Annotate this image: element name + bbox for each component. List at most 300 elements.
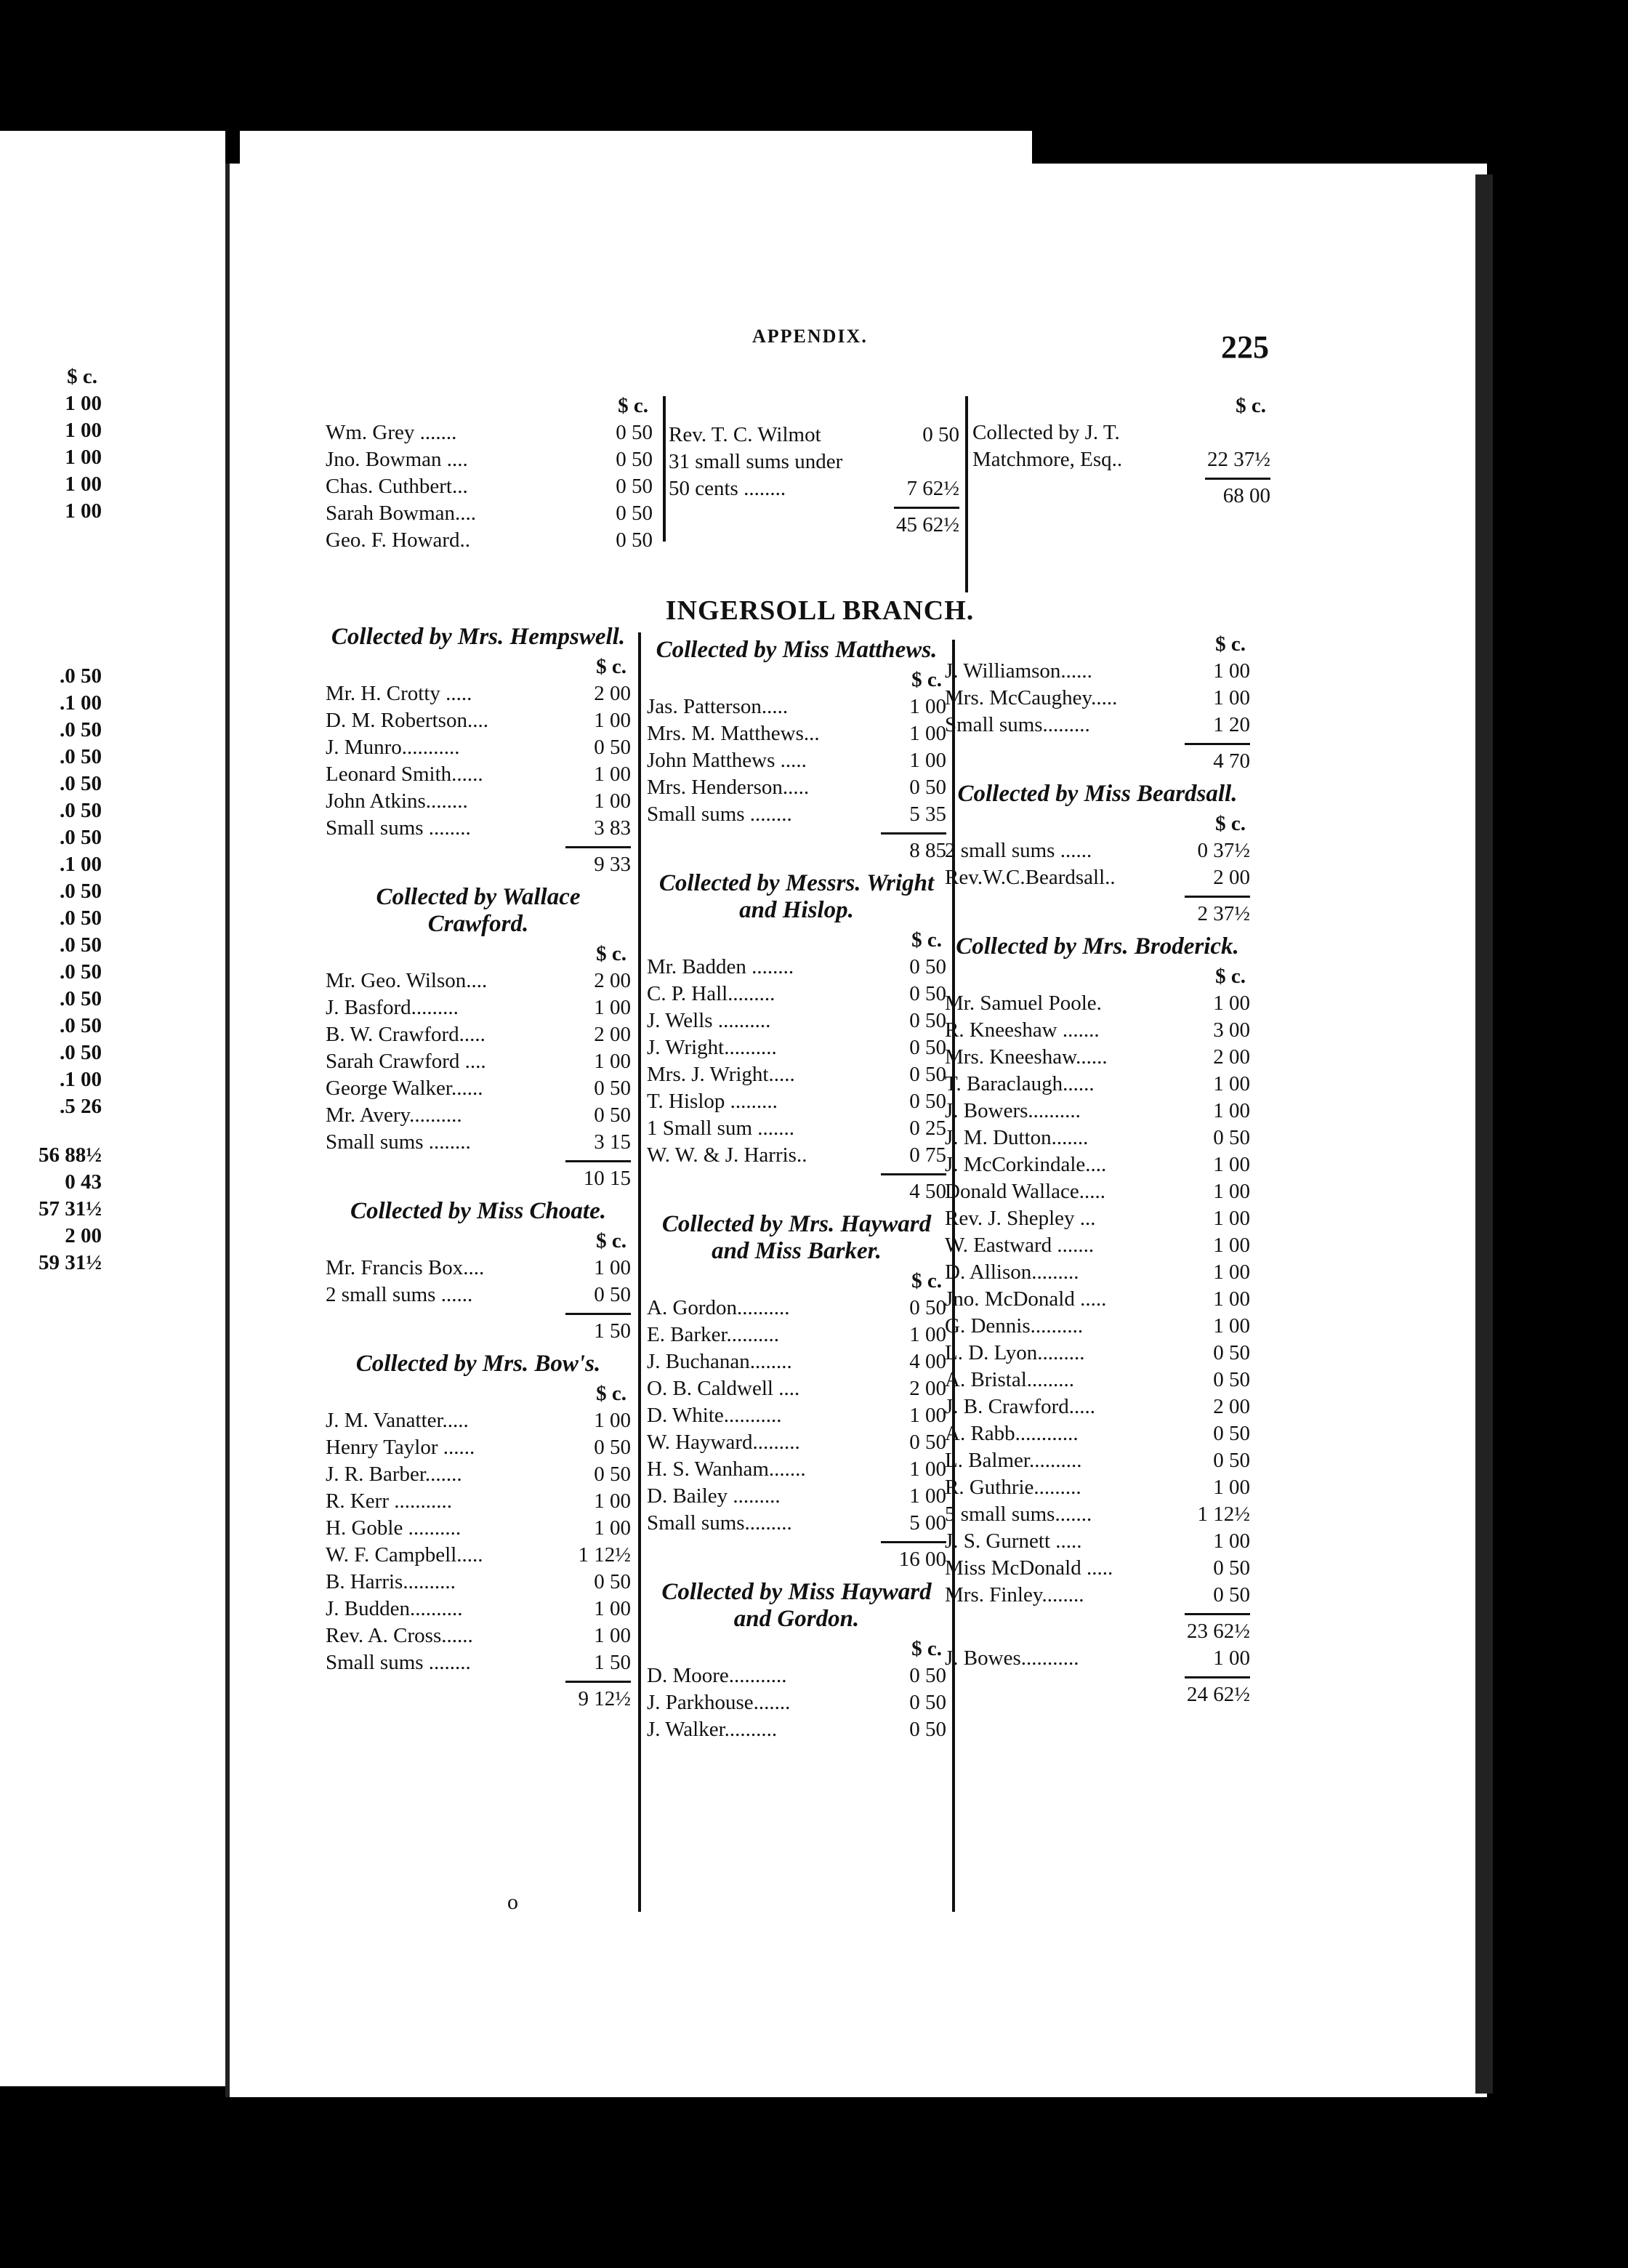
donor-name: A. Bristal......... [945, 1368, 1075, 1391]
fragment-gap [0, 1120, 102, 1142]
top-left-list [326, 393, 653, 554]
entry-row [945, 1501, 1250, 1528]
donation-amount: 1 00 [594, 709, 631, 732]
donor-name: Mr. H. Crotty ..... [326, 682, 472, 705]
donation-amount: 1 00 [1213, 1207, 1250, 1230]
donation-amount: 2 00 [594, 1023, 631, 1046]
donation-amount: 1 00 [1213, 1180, 1250, 1203]
section-total: 1 50 [594, 1319, 631, 1343]
donation-amount: 0 50 [909, 1063, 946, 1086]
donation-amount: 3 00 [1213, 1018, 1250, 1042]
donor-name: Small sums ........ [326, 816, 471, 840]
entry-row [945, 1286, 1250, 1313]
entry-row [326, 761, 631, 788]
donation-amount: 1 00 [1213, 1314, 1250, 1338]
donor-name: Mr. Badden ........ [647, 955, 794, 978]
entry-row [326, 419, 653, 446]
fragment-gap [0, 525, 102, 663]
currency-header: $ c. [1215, 812, 1246, 835]
donation-amount: 0 50 [1213, 1583, 1250, 1606]
currency-header: $ c. [911, 1269, 942, 1292]
entry-row [326, 473, 653, 500]
amount: 1 00 [65, 499, 102, 523]
entry-row [647, 801, 946, 828]
entry-row [326, 1129, 631, 1156]
donation-amount: 22 37½ [1207, 448, 1270, 471]
total-rule [1205, 478, 1270, 480]
currency-header: $ c. [596, 942, 626, 965]
collector-heading: Collected by Mrs. Bow's. [355, 1351, 601, 1377]
entry-row [326, 446, 653, 473]
fragment-amount [0, 932, 102, 959]
entry-row [945, 1367, 1250, 1394]
entry-row [647, 720, 946, 747]
donor-name: J. Williamson...... [945, 659, 1092, 683]
section-total: 24 62½ [1187, 1683, 1250, 1706]
amount: .0 50 [60, 799, 102, 822]
donation-amount: 0 50 [1213, 1341, 1250, 1364]
entry-row [945, 1420, 1250, 1447]
entry-row [945, 1528, 1250, 1555]
donor-name: John Atkins........ [326, 789, 468, 813]
entry-row [326, 1282, 631, 1308]
donor-name: E. Barker.......... [647, 1323, 780, 1346]
donation-amount: 1 00 [1213, 992, 1250, 1015]
donation-amount: 1 00 [1213, 1099, 1250, 1122]
donor-name: B. Harris.......... [326, 1570, 456, 1593]
fragment-amount [0, 1066, 102, 1093]
donor-name: J. R. Barber....... [326, 1463, 462, 1486]
fragment-amount [0, 444, 102, 471]
donation-amount: 1 00 [909, 1404, 946, 1427]
amount: .0 50 [60, 987, 102, 1010]
donation-amount: 0 50 [594, 1283, 631, 1306]
amount: .0 50 [60, 880, 102, 903]
donor-name: H. S. Wanham....... [647, 1457, 806, 1481]
entry-row [945, 1313, 1250, 1340]
donor-name: J. Munro........... [326, 736, 460, 759]
donor-name: Mr. Geo. Wilson.... [326, 969, 488, 992]
collector-heading: Collected by Mrs. Hayward and Miss Barker. [661, 1211, 932, 1264]
donation-amount: 1 12½ [578, 1543, 631, 1567]
entry-row [669, 475, 959, 502]
donor-name: J. Wright.......... [647, 1036, 777, 1059]
amount: .1 00 [60, 1068, 102, 1091]
donation-amount: 1 00 [594, 1409, 631, 1432]
collector-heading: Collected by Mrs. Hempswell. [331, 624, 626, 650]
entry-row [326, 707, 631, 734]
donor-name: G. Dennis.......... [945, 1314, 1084, 1338]
total-rule [1185, 1676, 1250, 1678]
fragment-amount [0, 663, 102, 690]
section-total: 10 15 [583, 1167, 631, 1190]
entry-row [647, 1142, 946, 1169]
donor-name: A. Gordon.......... [647, 1296, 790, 1319]
donation-amount: 1 00 [1213, 659, 1250, 683]
donor-name: Mr. Avery.......... [326, 1103, 462, 1127]
donation-amount: 1 00 [1213, 686, 1250, 709]
donor-name: T. Baraclaugh...... [945, 1072, 1095, 1095]
donor-name: C. P. Hall......... [647, 982, 775, 1005]
donor-name: 2 small sums ...... [945, 839, 1092, 862]
donation-amount: 3 15 [594, 1130, 631, 1154]
entry-row [647, 1348, 946, 1375]
entry-row [647, 1322, 946, 1348]
donation-amount: 7 62½ [906, 477, 959, 500]
currency-header: $ c. [1215, 965, 1246, 988]
entry-row [647, 1295, 946, 1322]
donor-name: J. S. Gurnett ..... [945, 1529, 1082, 1553]
fragment-total [0, 1169, 102, 1196]
donation-amount: 2 00 [909, 1377, 946, 1400]
donation-amount: 1 00 [1213, 1072, 1250, 1095]
currency-header: $ c. [1215, 632, 1246, 656]
currency-header: $ c. [911, 928, 942, 952]
entry-row [945, 712, 1250, 739]
entry-row [945, 1259, 1250, 1286]
donor-name: Henry Taylor ...... [326, 1436, 475, 1459]
donation-amount: 3 83 [594, 816, 631, 840]
fragment-amount [0, 1093, 102, 1120]
total-rule [881, 1541, 946, 1543]
fragment-amount [0, 744, 102, 771]
donation-amount: 1 00 [1213, 1529, 1250, 1553]
donation-amount: 0 50 [909, 776, 946, 799]
total-rule [894, 507, 959, 509]
donation-amount: 1 00 [594, 763, 631, 786]
entry-row [972, 419, 1270, 446]
entry-row [647, 747, 946, 774]
entry-row [326, 527, 653, 554]
donor-name: Small sums ........ [647, 803, 792, 826]
currency-header: $ c. [618, 394, 648, 417]
donor-name: R. Kerr ........... [326, 1489, 452, 1513]
entry-row [326, 1461, 631, 1488]
entry-row [326, 1407, 631, 1434]
amount: 2 00 [65, 1224, 102, 1247]
entry-row [945, 1071, 1250, 1098]
fragment-amount [0, 959, 102, 986]
collector-heading: Collected by Wallace Crawford. [376, 884, 581, 937]
entry-row [326, 1596, 631, 1622]
entry-row [647, 693, 946, 720]
donation-amount: 0 37½ [1197, 839, 1250, 862]
donation-amount: 2 00 [1213, 866, 1250, 889]
entry-row [326, 1622, 631, 1649]
donation-amount: 0 50 [922, 423, 959, 446]
middle-column [647, 631, 946, 1743]
page-number: 225 [1221, 329, 1269, 365]
entry-row [647, 1429, 946, 1456]
total-rule [1185, 896, 1250, 898]
entry-row [669, 449, 959, 475]
collector-heading: Collected by Messrs. Wright and Hislop. [658, 870, 935, 923]
donation-amount: 1 00 [1213, 1153, 1250, 1176]
amount: .0 50 [60, 933, 102, 957]
fragment-total [0, 1196, 102, 1223]
currency-header: $ c. [67, 365, 97, 388]
donor-name: Sarah Bowman.... [326, 502, 476, 525]
donation-amount: 0 50 [594, 736, 631, 759]
donor-name: Leonard Smith...... [326, 763, 483, 786]
column-divider-left [638, 632, 641, 1912]
entry-row [326, 1048, 631, 1075]
section-total: 68 00 [1222, 484, 1270, 507]
donor-name: J. Parkhouse....... [647, 1691, 791, 1714]
left-page-amounts [0, 363, 102, 1276]
entry-row [647, 1402, 946, 1429]
fragment-total [0, 1250, 102, 1276]
donor-name: J. M. Dutton....... [945, 1126, 1089, 1149]
donor-name: J. Wells .......... [647, 1009, 771, 1032]
total-rule [881, 832, 946, 835]
entry-row [647, 1034, 946, 1061]
donor-name: Collected by J. T. [972, 421, 1120, 444]
entry-row [647, 1088, 946, 1115]
column-divider-top-right [965, 396, 968, 592]
donor-name: Rev. A. Cross...... [326, 1624, 473, 1647]
entry-row [945, 658, 1250, 685]
donation-amount: 5 00 [909, 1511, 946, 1535]
total-rule [565, 846, 631, 848]
section-total: 9 33 [594, 853, 631, 876]
collector-heading: Collected by Mrs. Broderick. [956, 933, 1239, 960]
donation-amount: 0 50 [909, 1664, 946, 1687]
section-total: 16 00 [898, 1548, 946, 1571]
donor-name: Geo. F. Howard.. [326, 528, 471, 552]
donation-amount: 1 00 [594, 1489, 631, 1513]
donation-amount: 0 50 [616, 528, 653, 552]
section-total: 4 70 [1213, 749, 1250, 773]
entry-row [945, 990, 1250, 1017]
donor-name: W. F. Campbell..... [326, 1543, 483, 1567]
donor-name: R. Guthrie......... [945, 1476, 1081, 1499]
fragment-total [0, 1223, 102, 1250]
donor-name: Rev. J. Shepley ... [945, 1207, 1096, 1230]
entry-row [326, 1569, 631, 1596]
entry-row [945, 1555, 1250, 1582]
donation-amount: 2 00 [1213, 1395, 1250, 1418]
fragment-amount [0, 390, 102, 417]
entry-row [972, 446, 1270, 473]
section-total: 9 12½ [578, 1687, 631, 1710]
donor-name: H. Goble .......... [326, 1516, 462, 1540]
donation-amount: 1 00 [1213, 1646, 1250, 1670]
entry-row [647, 1510, 946, 1537]
currency-header: $ c. [911, 1637, 942, 1660]
donation-amount: 0 50 [594, 1570, 631, 1593]
running-title: APPENDIX. [752, 326, 868, 347]
right-column [945, 631, 1250, 1708]
donation-amount: 1 00 [909, 1484, 946, 1508]
amount: 1 00 [65, 392, 102, 415]
donation-amount: 0 50 [616, 502, 653, 525]
donation-amount: 1 50 [594, 1651, 631, 1674]
donation-amount: 1 00 [594, 789, 631, 813]
donor-name: Mrs. Henderson..... [647, 776, 810, 799]
donation-amount: 1 00 [909, 722, 946, 745]
amount: 56 88½ [39, 1143, 102, 1167]
donation-amount: 0 50 [909, 1009, 946, 1032]
entry-row [945, 1645, 1250, 1672]
donor-name: Jas. Patterson..... [647, 695, 789, 718]
donation-amount: 0 50 [909, 955, 946, 978]
amount: .0 50 [60, 1041, 102, 1064]
donation-amount: 0 50 [594, 1436, 631, 1459]
donation-amount: 4 00 [909, 1350, 946, 1373]
donation-amount: 1 00 [909, 1457, 946, 1481]
amount: 1 00 [65, 419, 102, 442]
fragment-amount [0, 471, 102, 498]
fragment-amount [0, 797, 102, 824]
amount: 59 31½ [39, 1251, 102, 1274]
donor-name: Matchmore, Esq.. [972, 448, 1123, 471]
donor-name: George Walker...... [326, 1077, 483, 1100]
fragment-amount [0, 498, 102, 525]
fragment-amount [0, 690, 102, 717]
donation-amount: 1 00 [1213, 1287, 1250, 1311]
donor-name: R. Kneeshaw ....... [945, 1018, 1100, 1042]
donor-name: Chas. Cuthbert... [326, 475, 468, 498]
currency-header: $ c. [596, 655, 626, 678]
fragment-amount [0, 824, 102, 851]
donation-amount: 0 50 [1213, 1422, 1250, 1445]
entry-row [945, 1232, 1250, 1259]
entry-row [326, 968, 631, 994]
amount: .5 26 [60, 1095, 102, 1118]
donation-amount: 0 50 [909, 1431, 946, 1454]
fragment-amount [0, 717, 102, 744]
donor-name: Jno. McDonald ..... [945, 1287, 1107, 1311]
entry-row [945, 1582, 1250, 1609]
entry-row [326, 1649, 631, 1676]
donation-amount: 0 50 [909, 982, 946, 1005]
amount: .0 50 [60, 745, 102, 768]
donor-name: Mrs. J. Wright..... [647, 1063, 795, 1086]
donation-amount: 0 50 [616, 421, 653, 444]
donor-name: Small sums ........ [326, 1651, 471, 1674]
collector-heading: Collected by Miss Beardsall. [957, 781, 1238, 807]
donor-name: Jno. Bowman .... [326, 448, 468, 471]
donor-name: D. White........... [647, 1404, 782, 1427]
donation-amount: 1 00 [594, 1624, 631, 1647]
entry-row [945, 1125, 1250, 1151]
entry-row [945, 1474, 1250, 1501]
amount: 1 00 [65, 446, 102, 469]
currency-header: $ c. [911, 668, 942, 691]
donor-name: Mrs. Finley........ [945, 1583, 1084, 1606]
entry-row [647, 1115, 946, 1142]
currency-header: $ c. [596, 1229, 626, 1252]
amount: .0 50 [60, 906, 102, 930]
total-rule [881, 1173, 946, 1175]
entry-row [326, 1488, 631, 1515]
entry-row [326, 994, 631, 1021]
donor-name: J. Bowers.......... [945, 1099, 1081, 1122]
entry-row [326, 680, 631, 707]
donor-name: Donald Wallace..... [945, 1180, 1105, 1203]
donation-amount: 0 50 [1213, 1126, 1250, 1149]
donor-name: D. Moore........... [647, 1664, 787, 1687]
donor-name: L. D. Lyon......... [945, 1341, 1085, 1364]
amount: .0 50 [60, 1014, 102, 1037]
amount: .0 50 [60, 826, 102, 849]
section-total: 23 62½ [1187, 1620, 1250, 1643]
fragment-amount [0, 878, 102, 905]
donor-name: Mr. Samuel Poole. [945, 992, 1102, 1015]
section-total: 8 85 [909, 839, 946, 862]
entry-row [647, 954, 946, 981]
donor-name: John Matthews ..... [647, 749, 807, 772]
entry-row [326, 788, 631, 815]
entry-row [647, 981, 946, 1008]
collector-heading: Collected by Miss Hayward and Gordon. [661, 1579, 932, 1632]
amount: .0 50 [60, 772, 102, 795]
donor-name: B. W. Crawford..... [326, 1023, 485, 1046]
entry-row [647, 1716, 946, 1743]
donor-name: D. Bailey ......... [647, 1484, 781, 1508]
donation-amount: 0 50 [594, 1103, 631, 1127]
donation-amount: 1 00 [594, 1256, 631, 1279]
left-page-fragment [0, 131, 225, 2086]
amount: .1 00 [60, 853, 102, 876]
entry-row [647, 1689, 946, 1716]
entry-row [647, 1483, 946, 1510]
donor-name: Rev.W.C.Beardsall.. [945, 866, 1116, 889]
entry-row [647, 1008, 946, 1034]
entry-row [945, 1178, 1250, 1205]
entry-row [326, 734, 631, 761]
donor-name: A. Rabb............ [945, 1422, 1079, 1445]
donation-amount: 1 00 [594, 1050, 631, 1073]
currency-header: $ c. [1236, 394, 1266, 417]
donor-name: D. M. Robertson.... [326, 709, 488, 732]
entry-row [945, 1340, 1250, 1367]
donation-amount: 2 00 [1213, 1045, 1250, 1069]
donor-name: Rev. T. C. Wilmot [669, 423, 821, 446]
fragment-total [0, 1142, 102, 1169]
donor-name: W. Hayward......... [647, 1431, 800, 1454]
donation-amount: 0 75 [909, 1143, 946, 1167]
entry-row [326, 1102, 631, 1129]
amount: .1 00 [60, 691, 102, 715]
donation-amount: 5 35 [909, 803, 946, 826]
donation-amount: 1 00 [1213, 1234, 1250, 1257]
donor-name: J. Buchanan........ [647, 1350, 792, 1373]
fragment-amount [0, 1013, 102, 1040]
entry-row [326, 1255, 631, 1282]
donor-name: Mrs. Kneeshaw...... [945, 1045, 1108, 1069]
amount: 0 43 [65, 1170, 102, 1194]
donor-name: Wm. Grey ....... [326, 421, 457, 444]
donor-name: W. Eastward ....... [945, 1234, 1095, 1257]
donation-amount: 0 50 [1213, 1368, 1250, 1391]
amount: .0 50 [60, 664, 102, 688]
entry-row [945, 685, 1250, 712]
donor-name: O. B. Caldwell .... [647, 1377, 800, 1400]
entry-row [647, 1061, 946, 1088]
left-column [326, 618, 631, 1713]
entry-row [945, 1394, 1250, 1420]
donor-name: J. Basford......... [326, 996, 459, 1019]
entry-row [945, 1044, 1250, 1071]
donation-amount: 0 50 [1213, 1556, 1250, 1580]
donation-amount: 1 12½ [1197, 1503, 1250, 1526]
amount: 57 31½ [39, 1197, 102, 1221]
donor-name: Mrs. M. Matthews... [647, 722, 820, 745]
entry-row [945, 837, 1250, 864]
donation-amount: 2 00 [594, 682, 631, 705]
